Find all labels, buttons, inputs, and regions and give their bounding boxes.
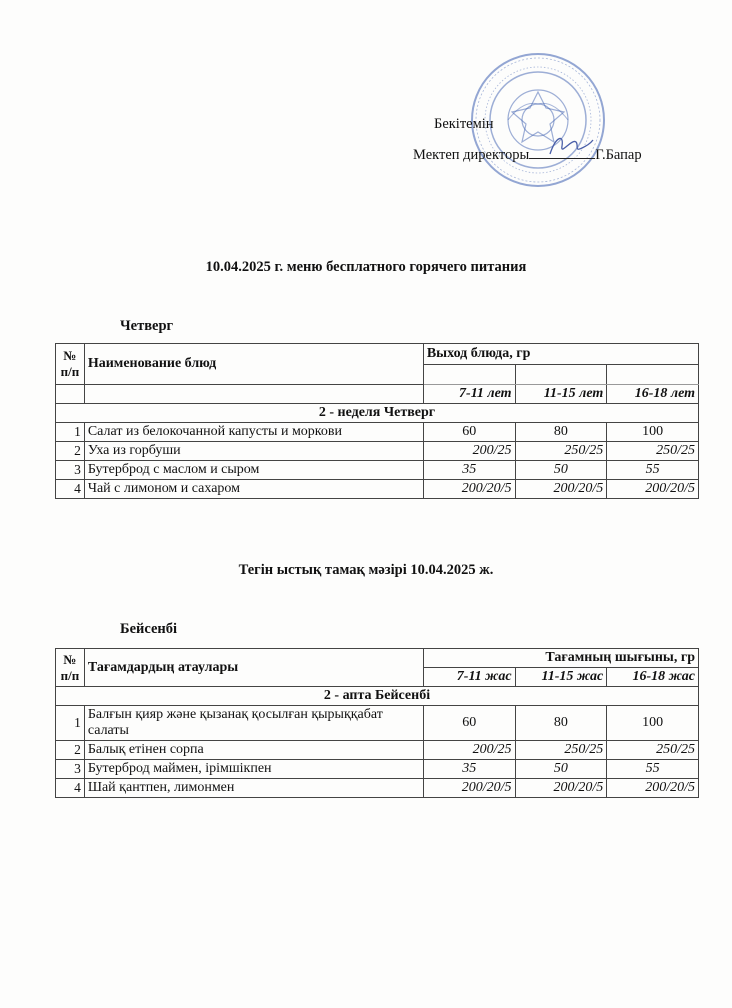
ru-week-label: 2 - неделя Четверг: [56, 404, 699, 423]
ru-day-label: Четверг: [120, 318, 174, 334]
row-number: 2: [56, 442, 85, 461]
table-row: [56, 760, 699, 779]
ru-menu-title: 10.04.2025 г. меню бесплатного горячего питания: [205, 259, 527, 275]
dish-name: Балғын қияр және қызанақ қосылған қырыққабат салаты: [84, 706, 423, 741]
table-row: [56, 461, 699, 480]
approval-label: Бекітемін: [434, 116, 494, 132]
ru-header-row-1: [56, 344, 699, 365]
portion-11-15: 80: [515, 706, 607, 741]
portion-16-18: 250/25: [607, 442, 699, 461]
portion-11-15: 50: [515, 461, 607, 480]
row-number: 3: [56, 760, 85, 779]
portion-7-11: 200/20/5: [423, 480, 515, 499]
dish-name: Бутерброд с маслом и сыром: [84, 461, 423, 480]
kz-header-age-16-18: 16-18 жас: [607, 668, 699, 687]
table-row: [56, 706, 699, 741]
director-line: [413, 144, 642, 164]
kz-day-label: Бейсенбі: [120, 621, 178, 637]
kz-header-age-7-11: 7-11 жас: [423, 668, 515, 687]
dish-name: Бутерброд маймен, ірімшікпен: [84, 760, 423, 779]
table-row: [56, 741, 699, 760]
portion-7-11: 200/20/5: [423, 779, 515, 798]
ru-menu-table: [55, 343, 699, 499]
handwritten-signature: [546, 130, 596, 160]
portion-11-15: 50: [515, 760, 607, 779]
dish-name: Шай қантпен, лимонмен: [84, 779, 423, 798]
portion-16-18: 250/25: [607, 741, 699, 760]
director-label: Мектеп директоры: [413, 147, 530, 163]
ru-header-age-11-15: 11-15 лет: [515, 385, 607, 404]
ru-week-row: [56, 404, 699, 423]
portion-11-15: 250/25: [515, 442, 607, 461]
row-number: 3: [56, 461, 85, 480]
dish-name: Салат из белокочанной капусты и моркови: [84, 423, 423, 442]
portion-16-18: 55: [607, 461, 699, 480]
row-number: 1: [56, 706, 85, 741]
portion-7-11: 60: [423, 706, 515, 741]
ru-header-age-16-18: 16-18 лет: [607, 385, 699, 404]
portion-7-11: 200/25: [423, 442, 515, 461]
portion-11-15: 200/20/5: [515, 480, 607, 499]
ru-header-num: № п/п: [56, 344, 85, 385]
table-row: [56, 779, 699, 798]
portion-11-15: 250/25: [515, 741, 607, 760]
kz-week-label: 2 - апта Бейсенбі: [56, 687, 699, 706]
portion-7-11: 35: [423, 461, 515, 480]
dish-name: Чай с лимоном и сахаром: [84, 480, 423, 499]
table-row: [56, 442, 699, 461]
table-row: [56, 423, 699, 442]
portion-16-18: 55: [607, 760, 699, 779]
portion-7-11: 60: [423, 423, 515, 442]
kz-header-name: Тағамдардың атаулары: [84, 649, 423, 687]
portion-16-18: 200/20/5: [607, 480, 699, 499]
row-number: 1: [56, 423, 85, 442]
ru-header-name: Наименование блюд: [84, 344, 423, 385]
ru-header-row-ages: [56, 385, 699, 404]
kz-menu-table: [55, 648, 699, 798]
kz-header-age-11-15: 11-15 жас: [515, 668, 607, 687]
row-number: 4: [56, 480, 85, 499]
kz-week-row: [56, 687, 699, 706]
row-number: 4: [56, 779, 85, 798]
portion-7-11: 200/25: [423, 741, 515, 760]
portion-16-18: 100: [607, 706, 699, 741]
director-name: Г.Бапар: [595, 147, 642, 163]
kz-menu-title: Тегін ыстық тамақ мәзірі 10.04.2025 ж.: [238, 562, 494, 578]
portion-11-15: 80: [515, 423, 607, 442]
dish-name: Уха из горбуши: [84, 442, 423, 461]
row-number: 2: [56, 741, 85, 760]
kz-header-row-1: [56, 649, 699, 668]
table-row: [56, 480, 699, 499]
dish-name: Балық етінен сорпа: [84, 741, 423, 760]
portion-7-11: 35: [423, 760, 515, 779]
kz-header-num: № п/п: [56, 649, 85, 687]
portion-11-15: 200/20/5: [515, 779, 607, 798]
portion-16-18: 200/20/5: [607, 779, 699, 798]
portion-16-18: 100: [607, 423, 699, 442]
kz-header-yield: Тағамның шығыны, гр: [423, 649, 698, 668]
ru-header-age-7-11: 7-11 лет: [423, 385, 515, 404]
ru-header-yield: Выход блюда, гр: [423, 344, 698, 365]
